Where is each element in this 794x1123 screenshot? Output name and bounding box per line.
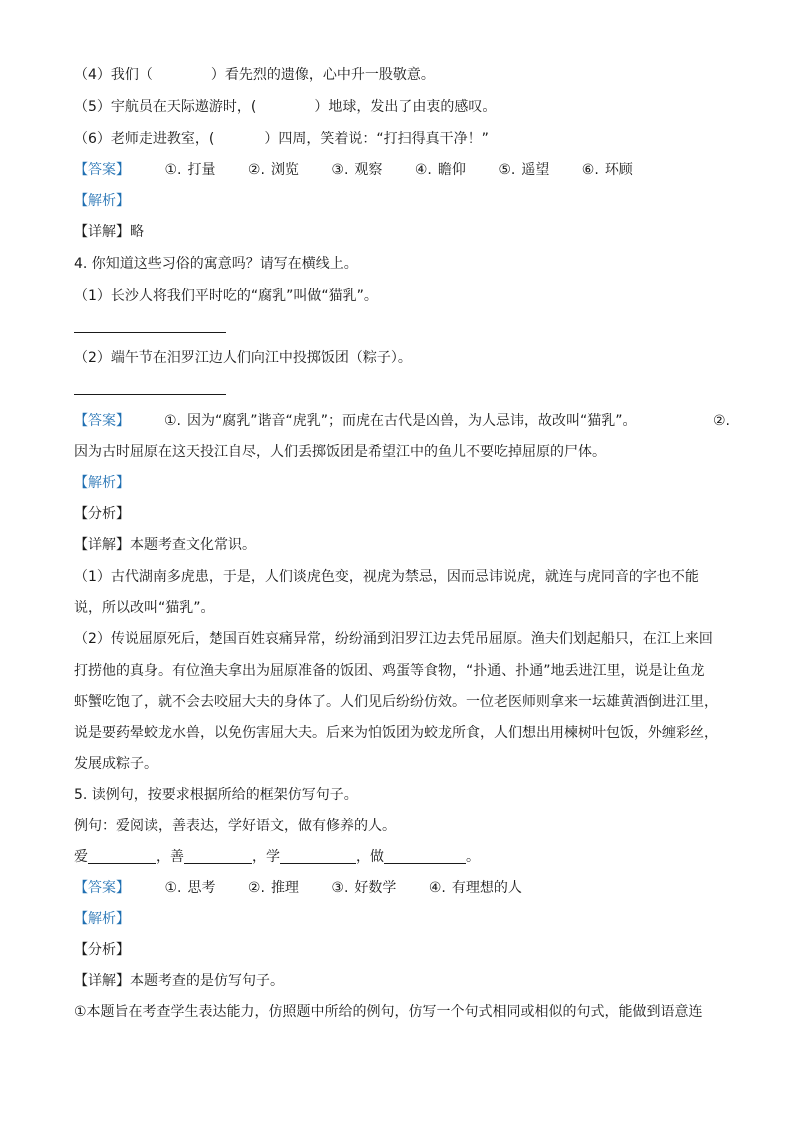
q4-detail: 【详解】本题考查文化常识。	[74, 537, 256, 553]
q3-item-6: （6）老师走进教室，( ）四周，笑着说：“打扫得真干净！”	[74, 131, 489, 147]
q5-analysis-tag: 【解析】	[74, 911, 130, 927]
answer-item: ①. 思考	[164, 880, 216, 896]
q3-item-4: （4）我们（ ）看先烈的遗像，心中升一股敬意。	[74, 67, 435, 83]
answer-item: ③. 好数学	[331, 880, 397, 896]
q4-p1-line-1: （1）古代湖南多虎患，于是，人们谈虎色变，视虎为禁忌，因而忌讳说虎，就连与虎同音的字也不能	[74, 569, 699, 585]
q5-last-line: ①本题旨在考查学生表达能力，仿照题中所给的例句，仿写一个句式相同或相似的句式，能做到语意连	[74, 1004, 703, 1020]
answer-list	[160, 880, 550, 896]
answer-item: ②. 浏览	[247, 162, 299, 178]
q4-item-2: （2）端午节在汨罗江边人们向江中投掷饭团（粽子）。	[74, 350, 412, 366]
answer-item: ①. 打量	[164, 162, 216, 178]
q5-answer	[74, 877, 724, 899]
q4-fenxi-tag: 【分析】	[74, 506, 130, 522]
q4-p2-line-3: 虾蟹吃饱了，就不会去咬屈大夫的身体了。人们见后纷纷仿效。一位老医师则拿来一坛雄黄酒倒进江里，	[74, 694, 718, 710]
q3-item-5: （5）宇航员在天际遨游时，( ）地球，发出了由衷的感叹。	[74, 99, 497, 115]
q4-answer: 【答案】 ①. 因为“腐乳”谐音“虎乳”；而虎在古代是凶兽，为人忌讳，故改叫“猫乳”。 ②.	[74, 413, 730, 429]
answer-tag: 【答案】	[74, 413, 130, 429]
q3-answer	[74, 159, 724, 181]
fill-blank	[384, 847, 466, 864]
answer-list	[160, 162, 661, 178]
q5-detail: 【详解】本题考查的是仿写句子。	[74, 973, 284, 989]
q4-p2-line-5: 发展成粽子。	[74, 756, 158, 772]
answer-item: ②. 推理	[247, 880, 299, 896]
q4-p2-line-1: （2）传说屈原死后，楚国百姓哀痛异常，纷纷涌到汨罗江边去凭吊屈原。渔夫们划起船只，在江上来回	[74, 631, 713, 647]
q5-fenxi-tag: 【分析】	[74, 942, 130, 958]
answer-tag: 【答案】	[74, 880, 130, 896]
q4-item-1: （1）长沙人将我们平时吃的“腐乳”叫做“猫乳”。	[74, 288, 378, 304]
answer-item: ⑤. 遥望	[498, 162, 550, 178]
answer-item: ④. 有理想的人	[428, 880, 522, 896]
answer-item: ⑥. 环顾	[581, 162, 633, 178]
q5-title: 5. 读例句，按要求根据所给的框架仿写句子。	[74, 787, 358, 803]
q4-answer-line-2: 因为古时屈原在这天投江自尽，人们丢掷饭团是希望江中的鱼儿不要吃掉屈原的尸体。	[74, 444, 606, 460]
q3-detail: 【详解】略	[74, 224, 144, 240]
q4-p2-line-2: 打捞他的真身。有位渔夫拿出为屈原准备的饭团、鸡蛋等食物，“扑通、扑通”地丢进江里，说是让鱼龙	[74, 663, 705, 679]
fill-blank	[184, 847, 252, 864]
q4-title: 4. 你知道这些习俗的寓意吗？请写在横线上。	[74, 256, 358, 272]
fill-blank	[280, 847, 356, 864]
q4-answer-blank-2	[74, 394, 226, 395]
q4-p2-line-4: 说是要药晕蛟龙水兽，以免伤害屈大夫。后来为怕饭团为蛟龙所食，人们想出用楝树叶包饭，外缠彩丝，	[74, 725, 718, 741]
q4-answer-blank-1	[74, 332, 226, 333]
q5-frame: 爱 ，善 ，学 ，做 。	[74, 849, 480, 865]
fill-blank	[88, 847, 156, 864]
q4-analysis-tag: 【解析】	[74, 475, 130, 491]
answer-item: ④. 瞻仰	[414, 162, 466, 178]
q3-analysis-tag: 【解析】	[74, 193, 130, 209]
answer-item: ③. 观察	[331, 162, 383, 178]
q4-p1-line-2: 说，所以改叫“猫乳”。	[74, 600, 215, 616]
q5-example: 例句：爱阅读，善表达，学好语文，做有修养的人。	[74, 818, 396, 834]
answer-tag: 【答案】	[74, 162, 130, 178]
